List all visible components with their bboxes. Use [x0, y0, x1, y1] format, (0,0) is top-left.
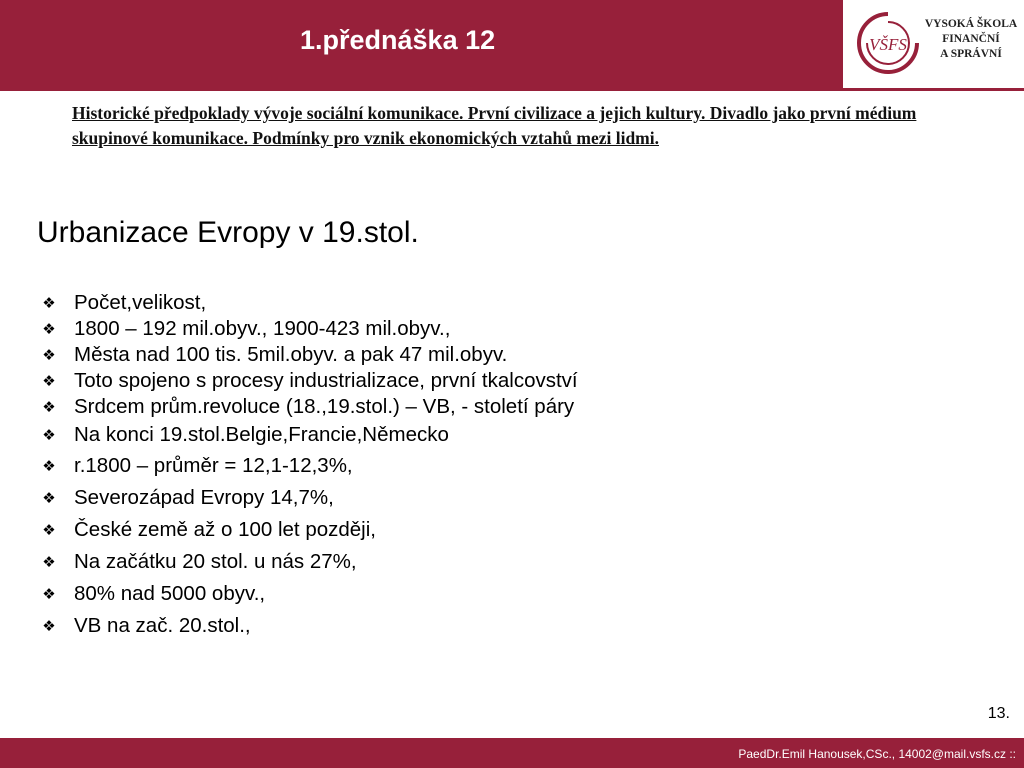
bullet-item [38, 450, 578, 482]
logo-line-3: A SPRÁVNÍ [940, 48, 1002, 60]
bullet-diamond-icon: ❖ [42, 372, 56, 390]
bullet-text: České země až o 100 let později, [74, 518, 376, 541]
bullet-item [38, 342, 578, 368]
bullet-diamond-icon: ❖ [42, 294, 56, 312]
bullet-text: Města nad 100 tis. 5mil.obyv. a pak 47 mil.obyv. [74, 343, 508, 366]
bullet-item [38, 420, 578, 450]
bullet-diamond-icon: ❖ [42, 489, 56, 507]
footer-author-contact: PaedDr.Emil Hanousek,CSc., 14002@mail.vsfs.cz :: [738, 747, 1016, 761]
logo-line-1: VYSOKÁ ŠKOLA [924, 18, 1018, 30]
school-logo [843, 0, 1024, 88]
bullet-diamond-icon: ❖ [42, 553, 56, 571]
bullet-item [38, 578, 578, 610]
bullet-diamond-icon: ❖ [42, 346, 56, 364]
bullet-item [38, 368, 578, 394]
bullet-text: Na konci 19.stol.Belgie,Francie,Německo [74, 423, 449, 446]
bullet-text: Severozápad Evropy 14,7%, [74, 486, 334, 509]
logo-monogram: VŠFS [869, 35, 907, 54]
bullet-item [38, 610, 578, 642]
bullet-text: 80% nad 5000 obyv., [74, 582, 266, 605]
bullet-diamond-icon: ❖ [42, 426, 56, 444]
logo-text [921, 17, 1021, 62]
bullet-text: Toto spojeno s procesy industrializace, první tkalcovství [74, 369, 578, 392]
slide-title: 1.přednáška 12 [300, 25, 496, 55]
bullet-text: Počet,velikost, [74, 291, 207, 314]
logo-line-2: FINANČNÍ [942, 33, 1000, 45]
page-number: 13. [987, 705, 1010, 722]
lecture-subtitle: Historické předpoklady vývoje sociální komunikace. První civilizace a jejich kultury. Divadlo jako první médium skupinové komunikace. Podmínky pro vznik ekonomických vztahů mezi lidmi. [72, 103, 917, 148]
bullet-diamond-icon: ❖ [42, 457, 56, 475]
school-logo-icon [855, 10, 921, 76]
header-bar [0, 0, 843, 88]
section-heading: Urbanizace Evropy v 19.stol. [37, 216, 419, 249]
bullet-diamond-icon: ❖ [42, 320, 56, 338]
bullet-diamond-icon: ❖ [42, 521, 56, 539]
bullet-text: 1800 – 192 mil.obyv., 1900-423 mil.obyv., [74, 317, 451, 340]
bullet-item [38, 394, 578, 420]
bullet-item [38, 290, 578, 316]
bullet-item [38, 514, 578, 546]
footer-bar [0, 738, 1024, 768]
bullet-text: Srdcem prům.revoluce (18.,19.stol.) – VB, - století páry [74, 395, 575, 418]
bullet-text: VB na zač. 20.stol., [74, 614, 251, 637]
bullet-diamond-icon: ❖ [42, 585, 56, 603]
bullet-item [38, 316, 578, 342]
bullet-list [38, 290, 578, 642]
header-divider [0, 88, 1024, 91]
bullet-item [38, 482, 578, 514]
bullet-item [38, 546, 578, 578]
bullet-text: r.1800 – průměr = 12,1-12,3%, [74, 454, 353, 477]
bullet-diamond-icon: ❖ [42, 398, 56, 416]
bullet-text: Na začátku 20 stol. u nás 27%, [74, 550, 357, 573]
bullet-diamond-icon: ❖ [42, 617, 56, 635]
